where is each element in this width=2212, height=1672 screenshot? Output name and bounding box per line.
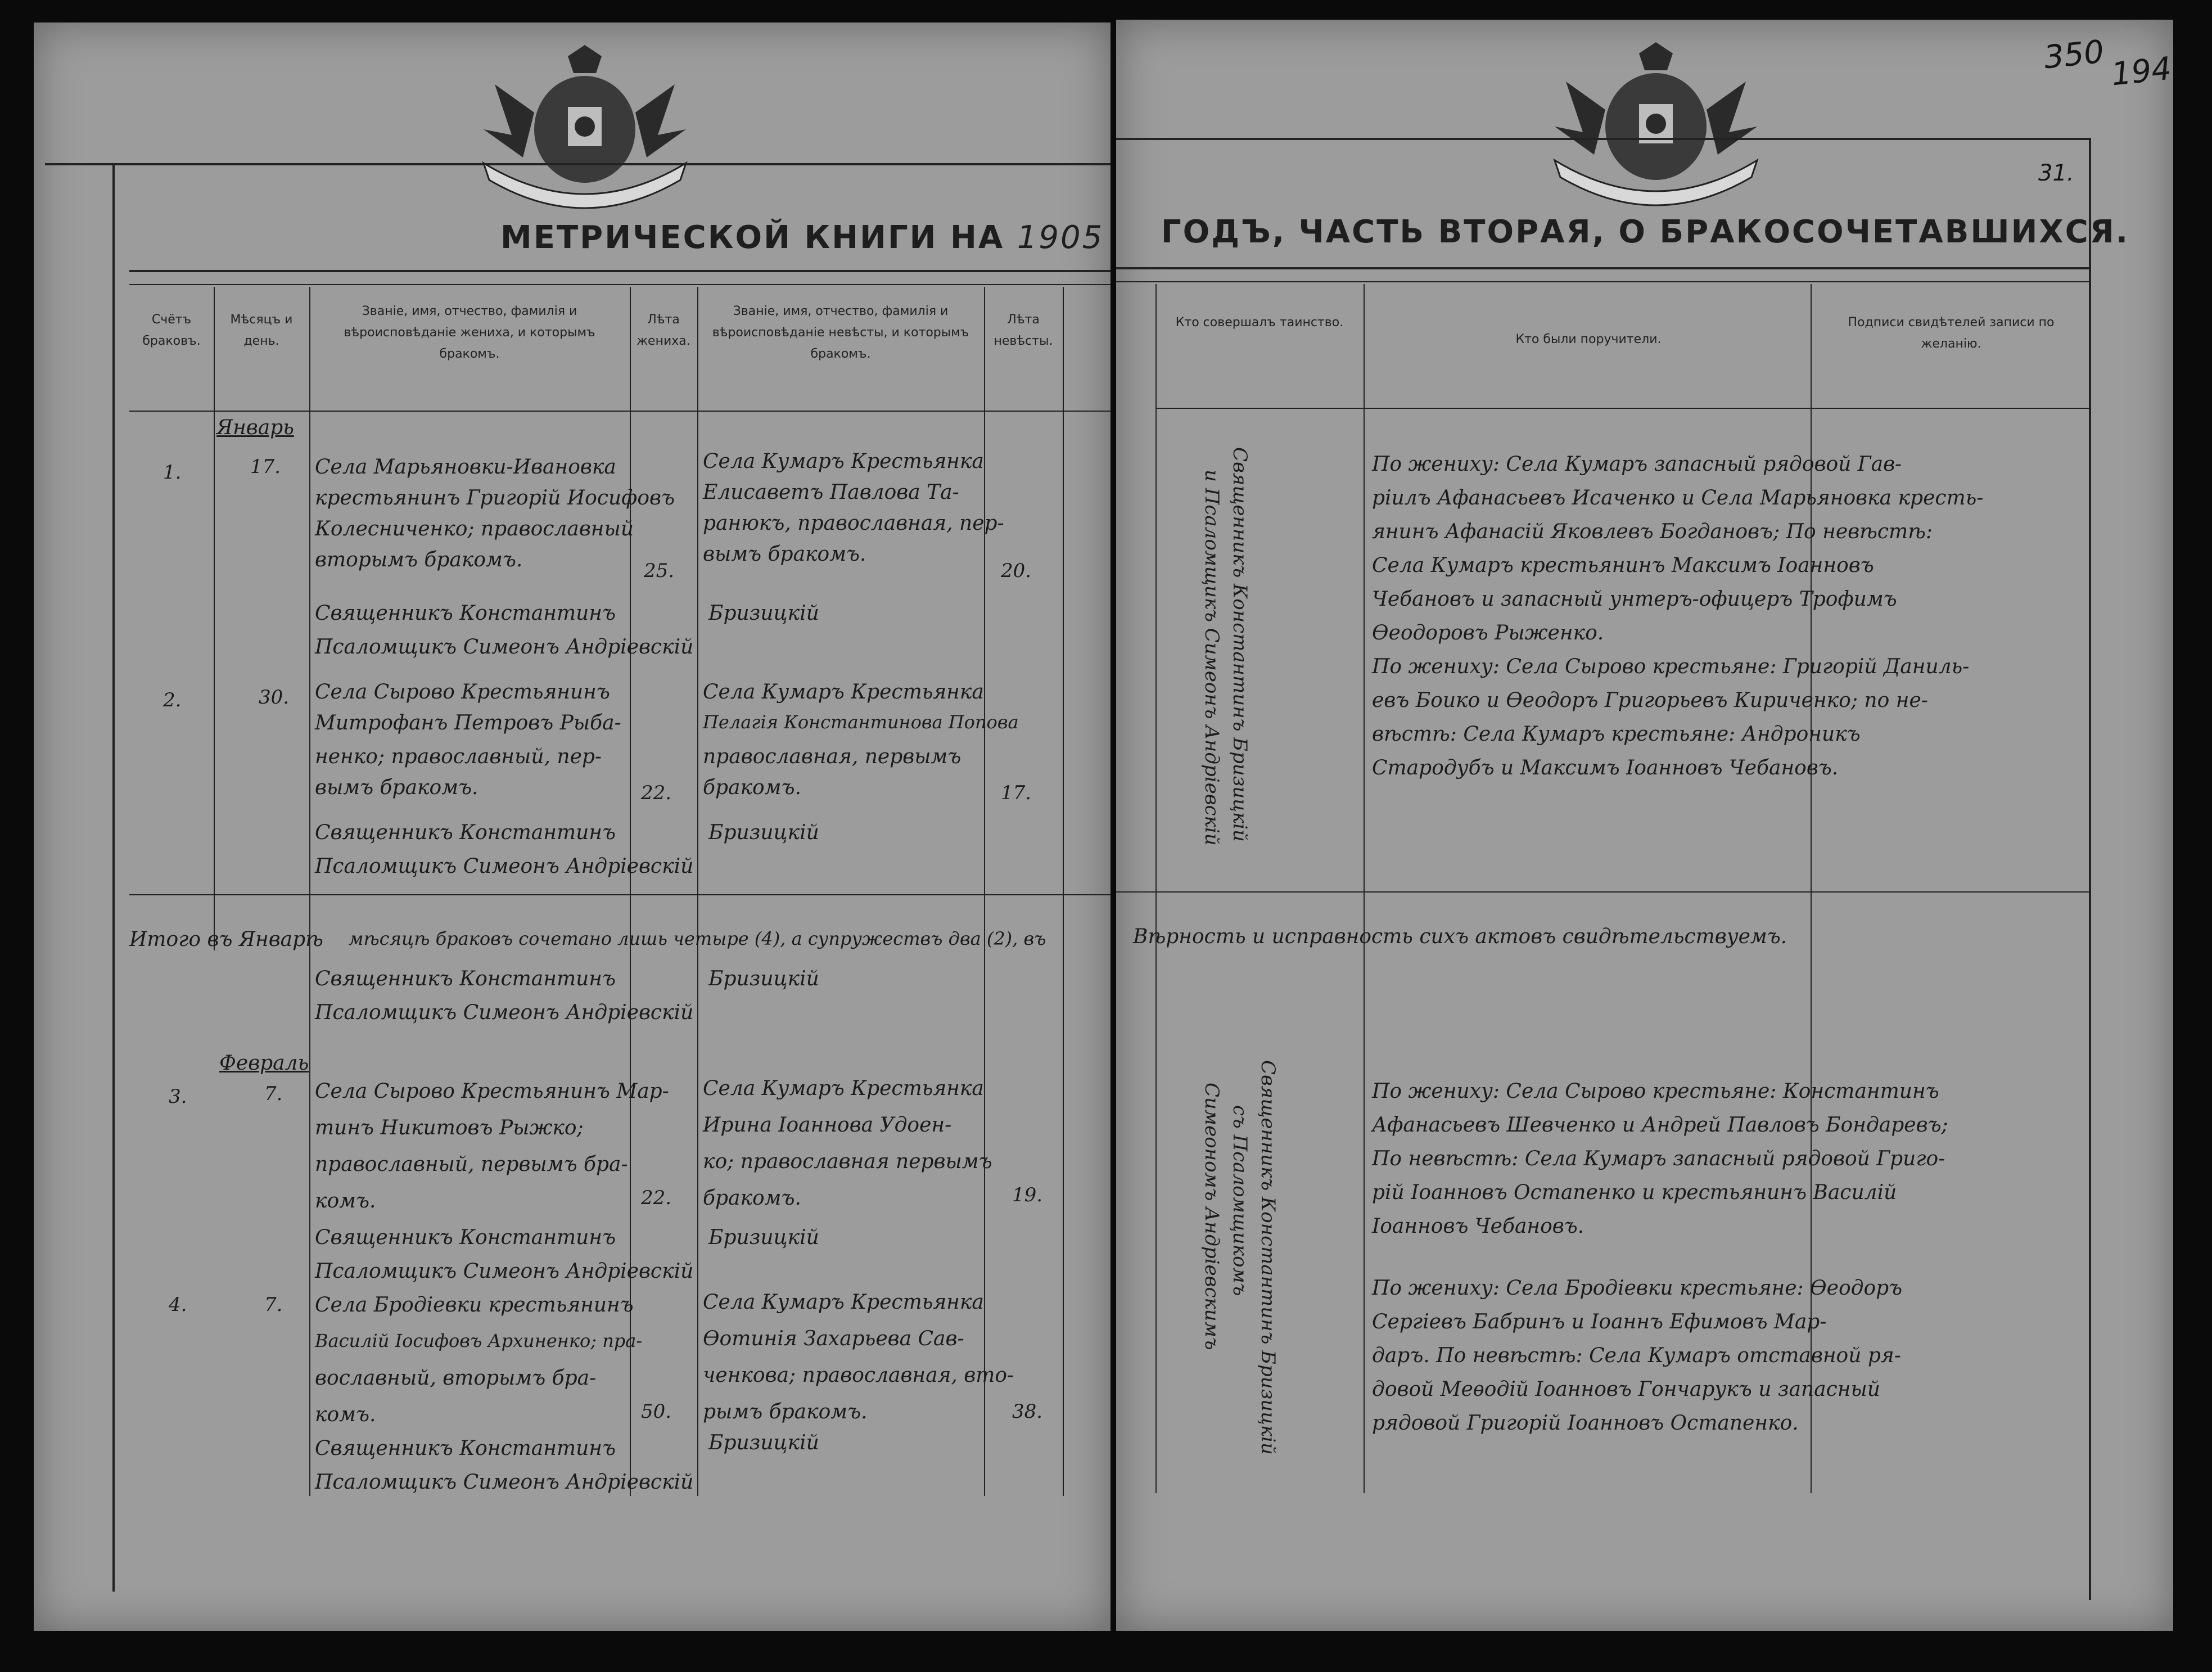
guarantors-1-line-1: По жениху: Села Кумаръ запасный рядовой Гав- <box>1372 453 1902 476</box>
imperial-eagle-crest-right <box>1543 42 1768 211</box>
entry-1-bride-2: Елисаветъ Павлова Та- <box>703 481 959 504</box>
entry-4-groom-3: вославный, вторымъ бра- <box>315 1367 597 1390</box>
entry-1-groom-3: Колесниченко; православный <box>315 517 634 540</box>
entry-3-priest: Священникъ Константинъ <box>315 1226 616 1249</box>
summary-clerk: Псаломщикъ Симеонъ Андріевскій <box>315 1001 694 1024</box>
month-january: Январь <box>216 416 294 439</box>
entry-1-priest: Священникъ Константинъ <box>315 602 616 625</box>
header-rule-right-2 <box>1116 281 2089 282</box>
entry-2-bride-2: Пелагія Константинова Попова <box>703 711 1019 733</box>
guarantors-1-line-2: ріилъ Афанасьевъ Исаченко и Села Марьяновка кресть- <box>1372 486 1984 510</box>
colhead-bottom-rule-right <box>1155 408 2089 409</box>
colhead-officiant: Кто совершалъ таинство. <box>1175 316 1344 330</box>
guarantors-2-line-3: вѣстѣ: Села Кумаръ крестьяне: Андроникъ <box>1372 723 1861 746</box>
header-right-title: ГОДЪ, ЧАСТЬ ВТОРАЯ, О БРАКОСОЧЕТАВШИХСЯ. <box>1161 214 2130 250</box>
guarantors-3-line-3: По невѣстѣ: Села Кумаръ запасный рядовой Григо- <box>1372 1147 1945 1170</box>
sheet-number: 31. <box>2038 160 2074 186</box>
page-number-old: 350 <box>2042 33 2106 76</box>
entry-4-groom-2: Василій Іосифовъ Архиненко; пра- <box>315 1330 643 1351</box>
entry-4-groom-1: Села Бродіевки крестьянинъ <box>315 1294 634 1317</box>
entry-4-groom-age: 50. <box>641 1400 672 1423</box>
summary-priest: Священникъ Константинъ <box>315 967 616 990</box>
header-left-title: МЕТРИЧЕСКОЙ КНИГИ НА 1905 <box>500 219 1104 256</box>
guarantors-4-line-2: Сергіевъ Бабринъ и Іоаннъ Ефимовъ Мар- <box>1372 1310 1827 1333</box>
entry-2-priest-signature: Бризицкій <box>708 821 819 844</box>
entry-2-day: 30. <box>259 686 290 709</box>
guarantors-2-line-2: евъ Боико и Ѳеодоръ Григорьевъ Кириченко; по не- <box>1372 689 1928 712</box>
entry-4-bride-3: ченкова; православная, вто- <box>703 1364 1014 1387</box>
colhead-bottom-rule <box>129 411 1110 412</box>
officiant-vertical-2b: съ Псаломщикомъ <box>1229 1105 1251 1296</box>
entry-4-bride-4: рымъ бракомъ. <box>703 1400 868 1423</box>
entry-1-bride-age: 20. <box>1001 560 1032 582</box>
entry-1-bride-4: вымъ бракомъ. <box>703 543 866 566</box>
header-rule <box>129 270 1110 272</box>
header-year: 1905 <box>1017 219 1104 256</box>
entry-2-bride-4: бракомъ. <box>703 776 801 799</box>
entry-1-day: 17. <box>250 456 281 478</box>
officiant-vertical-1a: Священникъ Константинъ Бризицкій <box>1229 447 1251 842</box>
entry-3-groom-age: 22. <box>641 1187 672 1209</box>
header-rule-2 <box>129 284 1110 285</box>
entry-4-number: 4. <box>169 1294 187 1316</box>
entry-3-priest-signature: Бризицкій <box>708 1226 819 1249</box>
colhead-guarantors: Кто были поручители. <box>1515 332 1662 346</box>
colhead-groom: Званіе, имя, отчество, фамилія и вѣроисповѣданіе жениха, и которымъ бракомъ. <box>344 304 595 361</box>
guarantors-1-line-6: Ѳеодоровъ Рыженко. <box>1372 621 1604 645</box>
entry-2-groom-4: вымъ бракомъ. <box>315 776 478 799</box>
entry-3-clerk: Псаломщикъ Симеонъ Андріевскій <box>315 1260 694 1283</box>
guarantors-3-line-1: По жениху: Села Сырово крестьяне: Константинъ <box>1372 1080 1939 1103</box>
officiant-vertical-2c: Симеономъ Андріевскимъ <box>1200 1083 1223 1350</box>
officiant-vertical-2a: Священникъ Константинъ Бризицкій <box>1257 1060 1279 1455</box>
col-divider-r1 <box>1155 284 1157 1493</box>
col-divider-1 <box>214 287 215 950</box>
entry-2-bride-1: Села Кумаръ Крестьянка <box>703 680 984 704</box>
entry-2-groom-2: Митрофанъ Петровъ Рыба- <box>315 711 621 734</box>
entry-3-bride-3: ко; православная первымъ <box>703 1150 992 1173</box>
colhead-bride-age: Лѣта невѣсты. <box>994 313 1053 348</box>
entry-2-clerk: Псаломщикъ Симеонъ Андріевскій <box>315 855 694 878</box>
col-divider-4 <box>697 287 698 1496</box>
guarantors-4-line-5: рядовой Григорій Іоанновъ Остапенко. <box>1372 1412 1799 1435</box>
guarantors-4-line-3: даръ. По невѣстѣ: Села Кумаръ отставной ря- <box>1372 1344 1901 1367</box>
page-frame-top <box>45 163 1110 165</box>
colhead-bride: Званіе, имя, отчество, фамилія и вѣроисповѣданіе невѣсты, и которымъ бракомъ. <box>712 304 969 361</box>
entry-1-bride-1: Села Кумаръ Крестьянка <box>703 450 984 473</box>
guarantors-4-line-4: довой Меѳодій Іоанновъ Гончарукъ и запасный <box>1372 1378 1880 1401</box>
col-divider-r2 <box>1364 284 1365 1493</box>
entry-1-groom-1: Села Марьяновки-Ивановка <box>315 456 616 479</box>
entry-4-bride-age: 38. <box>1012 1400 1043 1423</box>
month-february: Февраль <box>219 1052 309 1075</box>
entry-4-bride-1: Села Кумаръ Крестьянка <box>703 1291 984 1314</box>
entry-4-groom-4: комъ. <box>315 1403 376 1426</box>
entry-3-day: 7. <box>264 1083 283 1105</box>
guarantors-1-line-5: Чебановъ и запасный унтеръ-офицеръ Трофимъ <box>1372 588 1897 611</box>
summary-rule-top <box>129 894 1110 895</box>
page-number-new: 194 <box>2109 50 2173 93</box>
entry-1-priest-signature: Бризицкій <box>708 602 819 625</box>
entry-1-groom-age: 25. <box>644 560 675 582</box>
entry-1-groom-2: крестьянинъ Григорій Иосифовъ <box>315 486 675 510</box>
left-page <box>34 22 1110 1631</box>
entry-1-number: 1. <box>163 461 182 484</box>
page-frame-left <box>112 163 115 1592</box>
guarantors-1-line-3: янинъ Афанасій Яковлевъ Богдановъ; По невѣстѣ: <box>1372 520 1933 543</box>
entry-3-groom-4: комъ. <box>315 1189 376 1213</box>
entry-3-groom-3: православный, первымъ бра- <box>315 1153 628 1176</box>
guarantors-1-line-4: Села Кумаръ крестьянинъ Максимъ Іоанновъ <box>1372 554 1874 577</box>
colhead-month-day: Мѣсяцъ и день. <box>230 313 293 348</box>
entry-1-bride-3: ранюкъ, православная, пер- <box>703 512 1004 535</box>
page-frame-right <box>2089 138 2091 1600</box>
header-rule-right <box>1116 267 2089 269</box>
entry-4-clerk: Псаломщикъ Симеонъ Андріевскій <box>315 1471 694 1494</box>
colhead-marriage-count: Счётъ браковъ. <box>142 313 201 348</box>
guarantors-3-line-2: Афанасьевъ Шевченко и Андрей Павловъ Бондаревъ; <box>1372 1114 1948 1137</box>
entry-2-bride-age: 17. <box>1001 782 1032 804</box>
colhead-witness-signatures: Подписи свидѣтелей записи по желанію. <box>1848 316 2055 351</box>
guarantors-4-line-1: По жениху: Села Бродіевки крестьяне: Өеодоръ <box>1372 1277 1903 1300</box>
col-divider-5 <box>984 287 985 1496</box>
entry-2-number: 2. <box>163 689 182 711</box>
entry-2-priest: Священникъ Константинъ <box>315 821 616 844</box>
page-frame-top-right <box>1116 138 2089 140</box>
entry-2-groom-age: 22. <box>641 782 672 804</box>
guarantors-2-line-4: Стародубъ и Максимъ Іоанновъ Чебановъ. <box>1372 756 1839 779</box>
col-divider-6 <box>1063 287 1064 1496</box>
entry-1-clerk: Псаломщикъ Симеонъ Андріевскій <box>315 636 694 659</box>
summary-priest-signature: Бризицкій <box>708 967 819 990</box>
summary-rule-right <box>1116 891 2089 893</box>
entry-2-bride-3: православная, первымъ <box>703 745 961 768</box>
summary-text: мѣсяцѣ браковъ сочетано лишь четыре (4), а супружествъ два (2), въ <box>349 928 1046 949</box>
entry-1-groom-4: вторымъ бракомъ. <box>315 548 523 571</box>
entry-4-priest-signature: Бризицкій <box>708 1431 819 1454</box>
entry-3-bride-2: Ирина Іоаннова Удоен- <box>703 1114 952 1137</box>
entry-4-bride-2: Ѳотинія Захарьева Сав- <box>703 1327 964 1350</box>
entry-3-groom-2: тинъ Никитовъ Рыжко; <box>315 1116 584 1139</box>
entry-3-bride-4: бракомъ. <box>703 1187 801 1210</box>
officiant-vertical-1b: и Псаломщикъ Симеонъ Андріевскій <box>1200 470 1223 846</box>
col-divider-2 <box>309 287 310 1496</box>
entry-2-groom-3: ненко; православный, пер- <box>315 745 602 768</box>
summary-certification: Вѣрность и исправность сихъ актовъ свидѣтельствуемъ. <box>1133 925 1787 948</box>
entry-3-groom-1: Села Сырово Крестьянинъ Мар- <box>315 1080 669 1103</box>
summary-label: Итого въ Январѣ <box>129 928 323 951</box>
guarantors-3-line-5: Іоанновъ Чебановъ. <box>1372 1215 1584 1238</box>
entry-4-day: 7. <box>264 1294 283 1316</box>
entry-3-bride-1: Села Кумаръ Крестьянка <box>703 1077 984 1100</box>
right-page <box>1116 20 2173 1631</box>
entry-3-bride-age: 19. <box>1012 1184 1043 1206</box>
entry-4-priest: Священникъ Константинъ <box>315 1437 616 1460</box>
entry-2-groom-1: Села Сырово Крестьянинъ <box>315 680 610 704</box>
imperial-eagle-crest-left <box>472 45 697 214</box>
guarantors-3-line-4: рій Іоанновъ Остапенко и крестьянинъ Василій <box>1372 1181 1897 1204</box>
entry-3-number: 3. <box>169 1085 187 1108</box>
guarantors-2-line-1: По жениху: Села Сырово крестьяне: Григорій Даниль- <box>1372 655 1970 678</box>
colhead-groom-age: Лѣта жениха. <box>636 313 690 348</box>
